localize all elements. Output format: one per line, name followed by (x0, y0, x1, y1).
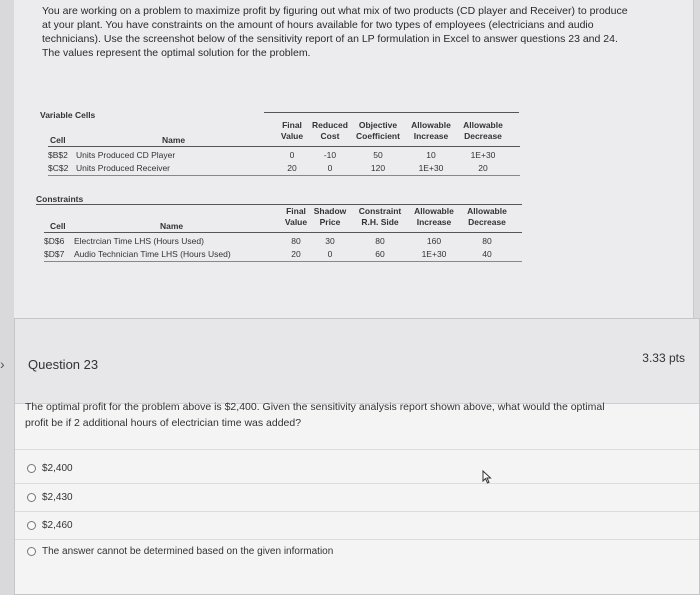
table-row-dec: 80 (482, 236, 492, 246)
table-row-inc: 1E+30 (418, 163, 444, 173)
intro-line: at your plant. You have constraints on the amount of hours available for two types of employees (electricians and audio (42, 19, 594, 31)
header-top-rule (36, 204, 522, 205)
radio-button-icon[interactable] (27, 493, 36, 502)
answer-option-4[interactable]: The answer cannot be determined based on the given information (27, 546, 333, 557)
col-header-final: Final Value (280, 120, 304, 141)
table-row-cell: $B$2 (48, 150, 68, 160)
table-row-reduced: -10 (323, 150, 337, 160)
table-row-name: Audio Technician Time LHS (Hours Used) (74, 249, 231, 259)
header-bottom-rule (44, 232, 522, 233)
header-bottom-rule (48, 146, 520, 147)
answer-option-1[interactable]: $2,400 (27, 463, 73, 474)
table-row-coef: 120 (370, 163, 386, 173)
col-header-allowable-decrease: Allowable Decrease (467, 206, 507, 227)
question-points: 3.33 pts (642, 351, 685, 365)
radio-button-icon[interactable] (27, 521, 36, 530)
table-row-dec: 20 (478, 163, 488, 173)
radio-button-icon[interactable] (27, 464, 36, 473)
question-text: The optimal profit for the problem above is $2,400. Given the sensitivity analysis report shown above, what would the optimal profit be if 2 additional hours of electrician time was added? (25, 401, 605, 429)
col-header-reduced-cost: Reduced Cost (312, 120, 348, 141)
table-row-dec: 40 (482, 249, 492, 259)
option-divider (15, 449, 699, 450)
header-top-rule (264, 112, 519, 113)
table-row-name: Electrcian Time LHS (Hours Used) (74, 236, 204, 246)
collapse-chevron-icon[interactable]: › (0, 356, 5, 372)
table-row-coef: 50 (373, 150, 383, 160)
col-header-constraint-rhs: Constraint R.H. Side (358, 206, 402, 227)
col-header-allowable-decrease: Allowable Decrease (463, 120, 503, 141)
question-header (15, 319, 699, 404)
question-title: Question 23 (28, 357, 99, 372)
table-row-shadow: 30 (325, 236, 335, 246)
col-header-objective-coefficient: Objective Coefficient (356, 120, 400, 141)
table-bottom-rule (48, 175, 520, 176)
intro-line: You are working on a problem to maximize profit by figuring out what mix of two products (CD player and Receiver) to produce (42, 5, 628, 17)
col-header-allowable-increase: Allowable Increase (414, 206, 454, 227)
answer-option-3[interactable]: $2,460 (27, 520, 73, 531)
col-header-name: Name (162, 135, 186, 145)
table-row-final: 80 (291, 236, 301, 246)
table-row-cell: $D$6 (44, 236, 65, 246)
table-row-cell: $D$7 (44, 249, 65, 259)
problem-description (42, 4, 672, 60)
table-row-final: 20 (287, 163, 297, 173)
table-row-name: Units Produced Receiver (76, 163, 171, 173)
col-header-name: Name (160, 221, 184, 231)
table-row-inc: 1E+30 (421, 249, 447, 259)
variable-cells-label: Variable Cells (40, 110, 96, 120)
question-card (14, 318, 700, 595)
constraints-label: Constraints (36, 194, 84, 204)
table-row-dec: 1E+30 (470, 150, 496, 160)
table-row-shadow: 0 (327, 249, 333, 259)
table-row-cell: $C$2 (48, 163, 69, 173)
table-row-inc: 160 (426, 236, 442, 246)
option-divider (15, 483, 699, 484)
table-row-final: 20 (291, 249, 301, 259)
answer-option-2[interactable]: $2,430 (27, 492, 73, 503)
intro-line: The values represent the optimal solution for the problem. (42, 47, 311, 59)
mouse-cursor-icon (482, 470, 494, 484)
option-divider (15, 539, 699, 540)
problem-panel (14, 0, 694, 318)
table-bottom-rule (44, 261, 522, 262)
table-row-name: Units Produced CD Player (76, 150, 176, 160)
table-row-final: 0 (289, 150, 295, 160)
table-row-rhs: 80 (375, 236, 385, 246)
option-divider (15, 511, 699, 512)
table-row-rhs: 60 (375, 249, 385, 259)
col-header-shadow-price: Shadow Price (313, 206, 347, 227)
col-header-cell: Cell (50, 221, 66, 231)
col-header-final: Final Value (284, 206, 308, 227)
table-row-reduced: 0 (327, 163, 333, 173)
col-header-cell: Cell (50, 135, 66, 145)
intro-line: technicians). Use the screenshot below of the sensitivity report of an LP formulation in Excel to answer questions 23 and 24. (42, 33, 618, 45)
table-row-inc: 10 (426, 150, 436, 160)
radio-button-icon[interactable] (27, 547, 36, 556)
col-header-allowable-increase: Allowable Increase (411, 120, 451, 141)
